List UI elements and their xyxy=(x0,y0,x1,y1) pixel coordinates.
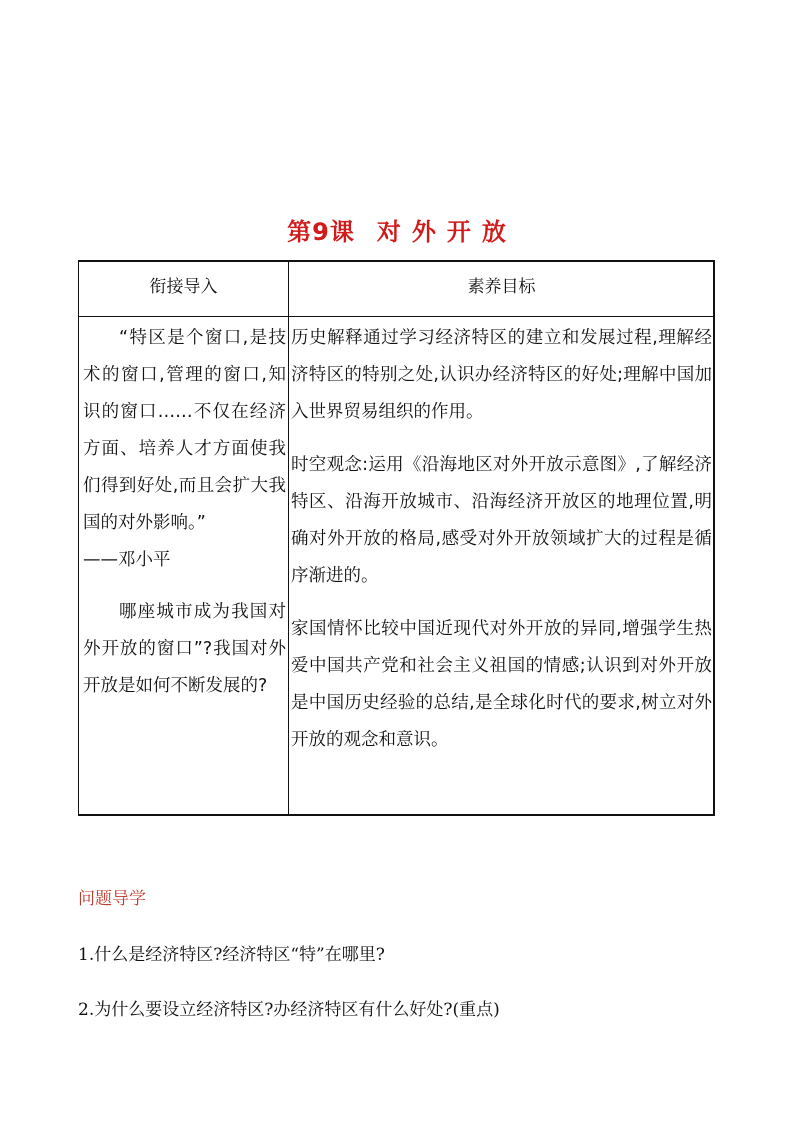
goal-time-space: 时空观念:运用《沿海地区对外开放示意图》,了解经济特区、沿海开放城市、沿海经济开放区的地理位置,明确对外开放的格局,感受对外开放领域扩大的过程是循序渐进的。 xyxy=(291,455,712,586)
lesson-title-word: 放 xyxy=(481,218,507,246)
section-heading: 问题导学 xyxy=(78,889,146,909)
deng-quote: “特区是个窗口,是技术的窗口,管理的窗口,知识的窗口……不仅在经济方面、培养人才方面使我们得到好处,而且会扩大我国的对外影响。” xyxy=(83,328,286,533)
lesson-title-word: 外 xyxy=(411,218,437,246)
intro-question: 哪座城市成为我国对外开放的窗口”?我国对外开放是如何不断发展的? xyxy=(83,602,286,696)
lesson-title-suffix: 课 xyxy=(329,218,355,246)
column-divider xyxy=(288,262,289,814)
header-intro: 衔接导入 xyxy=(149,277,218,297)
lesson-title-word: 开 xyxy=(446,218,472,246)
lesson-title-word: 对 xyxy=(376,218,402,246)
intro-cell xyxy=(83,320,286,705)
quote-signature: ——邓小平 xyxy=(83,550,171,570)
goals-cell xyxy=(291,320,712,759)
lesson-title-prefix: 第 xyxy=(287,218,313,246)
lesson-title xyxy=(0,212,794,247)
intro-goals-table xyxy=(78,260,715,816)
lesson-number: 9 xyxy=(312,218,330,246)
question-item: 2.为什么要设立经济特区?办经济特区有什么好处?(重点) xyxy=(78,1000,500,1020)
header-goals: 素养目标 xyxy=(467,277,536,297)
question-item: 1.什么是经济特区?经济特区“特”在哪里? xyxy=(78,945,385,965)
goal-patriotism: 家国情怀比较中国近现代对外开放的异同,增强学生热爱中国共产党和社会主义祖国的情感;认识到对外开放是中国历史经验的总结,是全球化时代的要求,树立对外开放的观念和意识。 xyxy=(291,619,712,750)
goal-history-interpretation: 历史解释通过学习经济特区的建立和发展过程,理解经济特区的特别之处,认识办经济特区的好处;理解中国加入世界贸易组织的作用。 xyxy=(291,328,712,422)
